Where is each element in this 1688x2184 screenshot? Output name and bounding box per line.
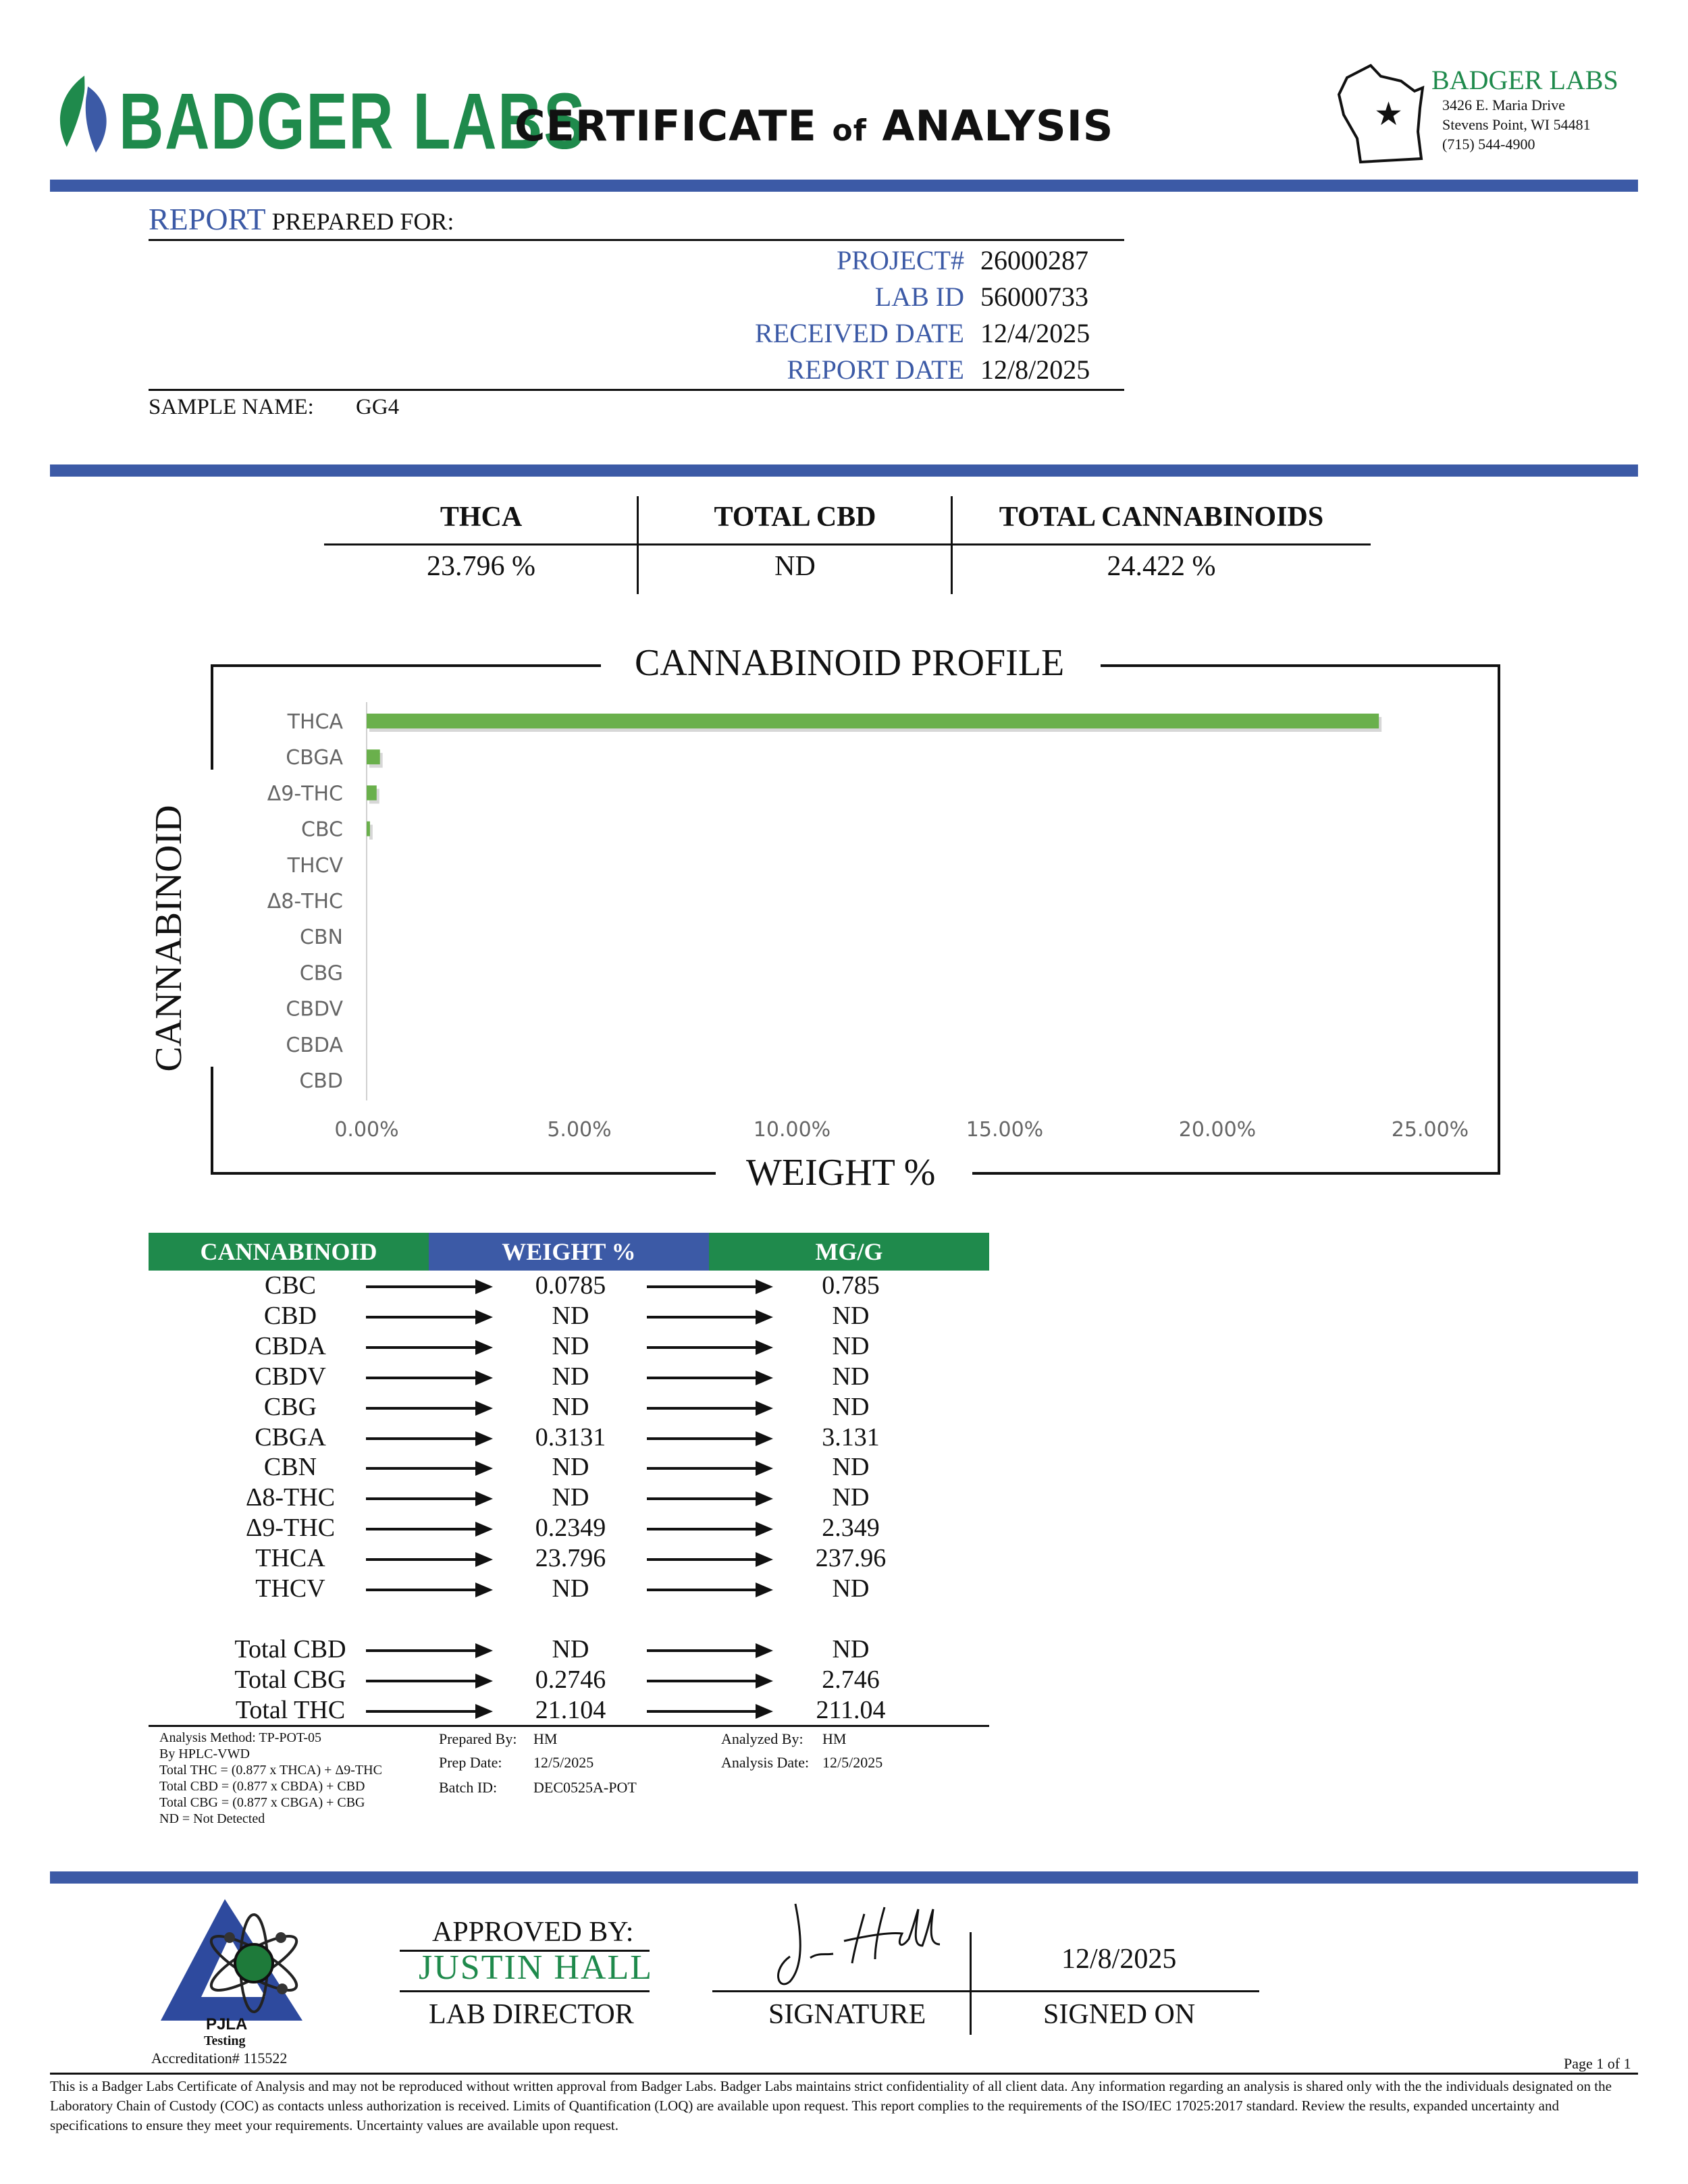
approver-name: JUSTIN HALL bbox=[419, 1948, 653, 1987]
handwritten-signature bbox=[763, 1890, 952, 1992]
table-row-mgg: 3.131 bbox=[822, 1422, 880, 1451]
table-row-cannabinoid: THCV bbox=[255, 1574, 325, 1603]
table-row-cannabinoid: CBDV bbox=[255, 1362, 326, 1391]
arrow-head-icon bbox=[475, 1279, 493, 1294]
arrow-icon bbox=[366, 1710, 479, 1713]
table-row-mgg: ND bbox=[832, 1483, 870, 1512]
arrow-icon bbox=[647, 1528, 760, 1530]
signed-on-label: SIGNED ON bbox=[1043, 1999, 1196, 2030]
table-row-weight: ND bbox=[552, 1483, 589, 1512]
arrow-icon bbox=[647, 1285, 760, 1288]
chart-x-axis-label: WEIGHT % bbox=[746, 1152, 936, 1194]
arrow-head-icon bbox=[756, 1674, 773, 1688]
arrow-head-icon bbox=[475, 1370, 493, 1385]
arrow-head-icon bbox=[756, 1310, 773, 1325]
project-value: 26000287 bbox=[980, 245, 1088, 275]
received-date-label: RECEIVED DATE bbox=[755, 318, 964, 348]
accreditation-number: Accreditation# 115522 bbox=[151, 2050, 288, 2067]
analyzed-by-value: HM bbox=[822, 1730, 847, 1747]
arrow-icon bbox=[366, 1558, 479, 1561]
prepared-by-label: Prepared By: bbox=[439, 1730, 517, 1747]
note-line: Total CBD = (0.877 x CBDA) + CBD bbox=[159, 1779, 365, 1794]
arrow-head-icon bbox=[756, 1431, 773, 1446]
chart-bar bbox=[367, 749, 380, 764]
arrow-icon bbox=[647, 1467, 760, 1470]
report-date-label: REPORT DATE bbox=[787, 354, 964, 385]
arrow-icon bbox=[647, 1649, 760, 1652]
report-date-value: 12/8/2025 bbox=[980, 354, 1090, 385]
pjla-label: PJLA bbox=[206, 2015, 248, 2033]
lab-id-value: 56000733 bbox=[980, 282, 1088, 312]
summary-thca-label: THCA bbox=[440, 502, 523, 533]
table-row-cannabinoid: CBC bbox=[264, 1271, 317, 1300]
arrow-icon bbox=[366, 1467, 479, 1470]
table-row-weight: ND bbox=[552, 1362, 589, 1391]
sample-name-label: SAMPLE NAME: bbox=[149, 395, 314, 419]
chart-category-label: CBDA bbox=[286, 1033, 343, 1057]
address-city: Stevens Point, WI 54481 bbox=[1442, 116, 1591, 133]
chart-x-tick-label: 25.00% bbox=[1391, 1118, 1469, 1142]
arrow-icon bbox=[366, 1437, 479, 1440]
summary-total-cannabinoids-label: TOTAL CANNABINOIDS bbox=[999, 502, 1324, 533]
table-total-weight: 21.104 bbox=[535, 1695, 606, 1724]
table-row-cannabinoid: THCA bbox=[255, 1544, 325, 1573]
arrow-head-icon bbox=[475, 1582, 493, 1597]
sample-name-value: GG4 bbox=[356, 395, 400, 419]
table-total-mgg: 2.746 bbox=[822, 1665, 880, 1694]
table-bottom-rule bbox=[149, 1725, 989, 1727]
table-row-weight: ND bbox=[552, 1574, 589, 1603]
table-row-mgg: 2.349 bbox=[822, 1514, 880, 1543]
arrow-head-icon bbox=[756, 1582, 773, 1597]
table-row-weight: 23.796 bbox=[535, 1544, 606, 1573]
table-row-weight: ND bbox=[552, 1301, 589, 1330]
arrow-head-icon bbox=[756, 1370, 773, 1385]
chart-bar bbox=[367, 785, 377, 800]
arrow-icon bbox=[366, 1680, 479, 1682]
summary-thca-value: 23.796 % bbox=[427, 551, 535, 582]
arrow-icon bbox=[647, 1316, 760, 1319]
chart-bar bbox=[367, 714, 1379, 728]
arrow-icon bbox=[366, 1377, 479, 1379]
report-prepared-for: REPORT PREPARED FOR: bbox=[149, 202, 454, 236]
table-row-cannabinoid: Δ9-THC bbox=[245, 1514, 336, 1543]
table-row-mgg: ND bbox=[832, 1453, 870, 1482]
arrow-icon bbox=[647, 1346, 760, 1349]
arrow-head-icon bbox=[475, 1340, 493, 1355]
arrow-head-icon bbox=[475, 1461, 493, 1476]
table-total-weight: 0.2746 bbox=[535, 1665, 606, 1694]
arrow-head-icon bbox=[756, 1340, 773, 1355]
arrow-icon bbox=[647, 1680, 760, 1682]
chart-category-label: CBC bbox=[301, 818, 343, 842]
arrow-head-icon bbox=[756, 1401, 773, 1416]
arrow-icon bbox=[647, 1407, 760, 1410]
arrow-head-icon bbox=[475, 1643, 493, 1658]
chart-category-label: CBD bbox=[299, 1069, 343, 1093]
batch-id-value: DEC0525A-POT bbox=[533, 1779, 637, 1796]
table-row-weight: ND bbox=[552, 1331, 589, 1360]
batch-id-label: Batch ID: bbox=[439, 1779, 498, 1796]
lab-id-label: LAB ID bbox=[874, 282, 964, 312]
signed-date: 12/8/2025 bbox=[1061, 1944, 1177, 1975]
table-row-weight: ND bbox=[552, 1392, 589, 1421]
approved-by-label: APPROVED BY: bbox=[432, 1917, 634, 1948]
arrow-icon bbox=[366, 1316, 479, 1319]
received-date-value: 12/4/2025 bbox=[980, 318, 1090, 348]
table-row-mgg: 237.96 bbox=[815, 1544, 887, 1573]
prep-date-value: 12/5/2025 bbox=[533, 1754, 594, 1771]
address-phone: (715) 544-4900 bbox=[1442, 136, 1535, 153]
disclaimer-rule bbox=[50, 2073, 1638, 2075]
pjla-accreditation-logo-icon bbox=[154, 1896, 323, 2024]
analysis-date-value: 12/5/2025 bbox=[822, 1754, 883, 1771]
table-row-cannabinoid: Δ8-THC bbox=[245, 1483, 336, 1512]
note-line: Analysis Method: TP-POT-05 bbox=[159, 1730, 322, 1745]
project-label: PROJECT# bbox=[837, 245, 964, 275]
table-row-mgg: ND bbox=[832, 1392, 870, 1421]
table-total-mgg: 211.04 bbox=[816, 1695, 886, 1724]
table-total-name: Total CBD bbox=[234, 1635, 346, 1663]
arrow-head-icon bbox=[475, 1522, 493, 1537]
chart-title: CANNABINOID PROFILE bbox=[635, 642, 1065, 684]
arrow-head-icon bbox=[475, 1552, 493, 1567]
chart-x-tick-label: 5.00% bbox=[547, 1118, 612, 1142]
arrow-icon bbox=[647, 1710, 760, 1713]
arrow-icon bbox=[647, 1497, 760, 1500]
page-number: Page 1 of 1 bbox=[1564, 2055, 1631, 2072]
table-row-weight: ND bbox=[552, 1453, 589, 1482]
chart-category-label: CBDV bbox=[286, 997, 343, 1021]
table-row-weight: 0.0785 bbox=[535, 1271, 606, 1300]
svg-text:★: ★ bbox=[1374, 95, 1404, 133]
approver-rule bbox=[400, 1990, 650, 1992]
table-row-mgg: ND bbox=[832, 1362, 870, 1391]
analyzed-by-label: Analyzed By: bbox=[721, 1730, 803, 1747]
arrow-icon bbox=[647, 1558, 760, 1561]
arrow-head-icon bbox=[756, 1552, 773, 1567]
table-row-weight: 0.3131 bbox=[535, 1422, 606, 1451]
arrow-head-icon bbox=[475, 1401, 493, 1416]
note-line: ND = Not Detected bbox=[159, 1811, 265, 1826]
chart-bar bbox=[367, 822, 370, 836]
arrow-icon bbox=[366, 1407, 479, 1410]
brand-name: BADGER LABS bbox=[119, 77, 587, 166]
table-row-cannabinoid: CBN bbox=[263, 1453, 317, 1482]
chart-category-label: Δ8-THC bbox=[267, 890, 343, 913]
table-row-mgg: ND bbox=[832, 1301, 870, 1330]
arrow-head-icon bbox=[756, 1704, 773, 1719]
table-row-cannabinoid: CBGA bbox=[255, 1422, 326, 1451]
chart-y-axis-label: CANNABINOID bbox=[148, 805, 190, 1072]
chart-category-label: CBGA bbox=[286, 746, 343, 770]
footer-divider bbox=[50, 1871, 1638, 1884]
table-row-cannabinoid: CBDA bbox=[255, 1331, 326, 1360]
note-line: Total CBG = (0.877 x CBGA) + CBG bbox=[159, 1795, 365, 1810]
arrow-icon bbox=[647, 1589, 760, 1591]
chart-category-label: CBN bbox=[300, 926, 343, 950]
arrow-head-icon bbox=[756, 1643, 773, 1658]
table-total-mgg: ND bbox=[832, 1635, 870, 1663]
table-row-cannabinoid: CBG bbox=[263, 1392, 317, 1421]
table-row-mgg: ND bbox=[832, 1331, 870, 1360]
arrow-icon bbox=[647, 1437, 760, 1440]
arrow-head-icon bbox=[475, 1431, 493, 1446]
arrow-head-icon bbox=[475, 1704, 493, 1719]
chart-category-label: Δ9-THC bbox=[267, 782, 343, 806]
chart-category-label: THCV bbox=[287, 853, 343, 878]
chart-x-tick-label: 20.00% bbox=[1178, 1118, 1257, 1142]
table-header-cannabinoid: CANNABINOID bbox=[149, 1233, 429, 1271]
summary-total-cannabinoids-value: 24.422 % bbox=[1107, 551, 1216, 582]
document-title: CERTIFICATE of ANALYSIS bbox=[515, 101, 1114, 151]
table-row-cannabinoid: CBD bbox=[263, 1301, 317, 1330]
arrow-head-icon bbox=[756, 1491, 773, 1506]
signature-rule bbox=[712, 1990, 1259, 1992]
arrow-icon bbox=[366, 1589, 479, 1591]
arrow-icon bbox=[366, 1528, 479, 1530]
summary-total-cbd-label: TOTAL CBD bbox=[714, 502, 876, 533]
arrow-icon bbox=[366, 1497, 479, 1500]
table-total-weight: ND bbox=[552, 1635, 589, 1663]
chart-category-label: THCA bbox=[287, 710, 343, 734]
disclaimer-text: This is a Badger Labs Certificate of Analysis and may not be reproduced without written approval from Badger Labs. Badger Labs maintains strict confidentiality of all client data. Any information regarding an analysis is shared only with the the individuals designated on the Laboratory Chain of Custody (COC) as contacts unless authorization is received. Limits of Quantification (LOQ) are available upon request. This report complies to the requirements of the ISO/IEC 17025:2017 standard. Review the results, expanded uncertainty and specifications to ensure they meet your requirements. Uncertainty values are available upon request. bbox=[50, 2078, 1612, 2133]
arrow-head-icon bbox=[475, 1491, 493, 1506]
signature-divider bbox=[970, 1932, 972, 2035]
prep-date-label: Prep Date: bbox=[439, 1754, 502, 1771]
table-header-weight: WEIGHT % bbox=[429, 1233, 709, 1271]
table-total-name: Total CBG bbox=[234, 1665, 346, 1694]
note-line: Total THC = (0.877 x THCA) + Δ9-THC bbox=[159, 1763, 382, 1778]
prepared-by-value: HM bbox=[533, 1730, 558, 1747]
pjla-testing-label: Testing bbox=[204, 2033, 246, 2048]
summary-total-cbd-value: ND bbox=[774, 551, 816, 582]
chart-x-tick-label: 10.00% bbox=[753, 1118, 831, 1142]
arrow-icon bbox=[366, 1649, 479, 1652]
signature-label: SIGNATURE bbox=[768, 1999, 926, 2030]
arrow-icon bbox=[366, 1285, 479, 1288]
arrow-head-icon bbox=[756, 1461, 773, 1476]
arrow-icon bbox=[366, 1346, 479, 1349]
table-row-mgg: ND bbox=[832, 1574, 870, 1603]
arrow-head-icon bbox=[475, 1310, 493, 1325]
approver-title: LAB DIRECTOR bbox=[429, 1999, 634, 2030]
arrow-head-icon bbox=[756, 1522, 773, 1537]
analysis-date-label: Analysis Date: bbox=[721, 1754, 810, 1771]
table-row-mgg: 0.785 bbox=[822, 1271, 880, 1300]
arrow-head-icon bbox=[756, 1279, 773, 1294]
address-street: 3426 E. Maria Drive bbox=[1442, 97, 1566, 113]
table-total-name: Total THC bbox=[235, 1695, 346, 1724]
arrow-head-icon bbox=[475, 1674, 493, 1688]
chart-category-label: CBG bbox=[299, 961, 343, 986]
address-company: BADGER LABS bbox=[1431, 65, 1618, 95]
table-row-weight: 0.2349 bbox=[535, 1514, 606, 1543]
chart-x-tick-label: 0.00% bbox=[334, 1118, 399, 1142]
table-header-mgg: MG/G bbox=[709, 1233, 989, 1271]
arrow-icon bbox=[647, 1377, 760, 1379]
chart-x-tick-label: 15.00% bbox=[966, 1118, 1044, 1142]
note-line: By HPLC-VWD bbox=[159, 1747, 250, 1761]
